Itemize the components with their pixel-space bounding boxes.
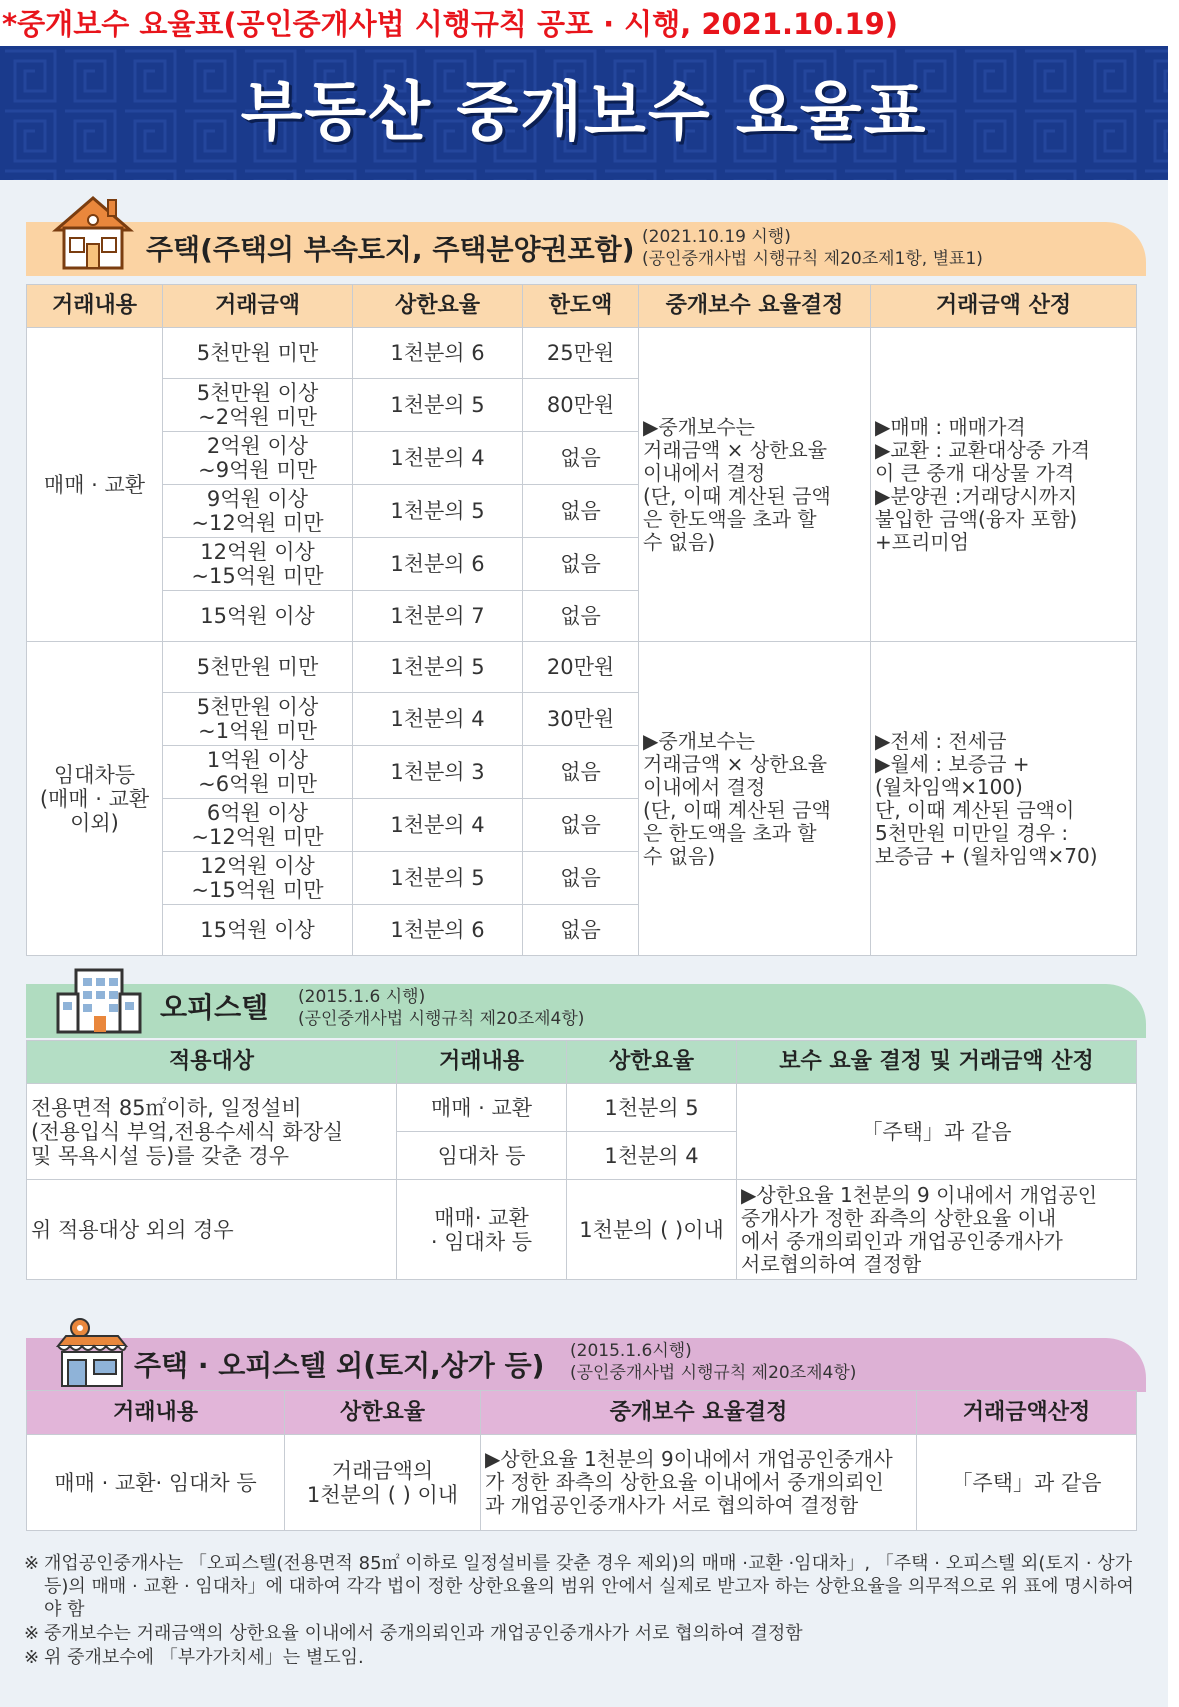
note-mark: ※ [24, 1553, 40, 1574]
amount-cell: 6억원 이상 ~12억원 미만 [163, 799, 353, 852]
amount-cell: 12억원 이상 ~15억원 미만 [163, 538, 353, 591]
house-icon [50, 192, 136, 272]
officetel-section-title: 오피스텔 [160, 991, 269, 1024]
col-header: 거래내용 [397, 1041, 567, 1084]
amount-calculation: 「주택」과 같음 [917, 1435, 1137, 1531]
rate-cell: 1천분의 4 [353, 693, 523, 746]
rate-cell: 1천분의 3 [353, 746, 523, 799]
limit-cell: 없음 [523, 799, 639, 852]
limit-cell: 없음 [523, 485, 639, 538]
type-cell: 매매· 교환 · 임대차 등 [397, 1180, 567, 1280]
officetel-rate-table [26, 1040, 1137, 1280]
amount-cell: 9억원 이상 ~12억원 미만 [163, 485, 353, 538]
footnote: ※ 위 중개보수에 「부가가치세」는 별도임. [24, 1647, 364, 1668]
type-cell: 매매 · 교환· 임대차 등 [27, 1435, 285, 1531]
col-header: 거래금액 산정 [871, 285, 1137, 328]
other-section-title: 주택 · 오피스텔 외(토지,상가 등) [134, 1349, 545, 1382]
table-row [27, 1435, 1137, 1531]
limit-cell: 없음 [523, 538, 639, 591]
amount-calculation: ▶매매 : 매매가격 ▶교환 : 교환대상중 가격 이 큰 중개 대상물 가격 ▶분양권 :거래당시까지 불입한 금액(융자 포함) +프리미엄 [871, 328, 1137, 642]
col-header: 상한요율 [567, 1041, 737, 1084]
rate-cell: 1천분의 6 [353, 328, 523, 379]
officetel-section-note: (2015.1.6 시행) (공인중개사법 시행규칙 제20조제4항) [298, 987, 585, 1029]
target-cell: 위 적용대상 외의 경우 [27, 1180, 397, 1280]
rate-cell: 1천분의 7 [353, 591, 523, 642]
limit-cell: 없음 [523, 746, 639, 799]
rate-cell: 1천분의 4 [353, 799, 523, 852]
rate-cell: 1천분의 6 [353, 538, 523, 591]
same-as-house: 「주택」과 같음 [737, 1084, 1137, 1180]
table-row [27, 328, 1137, 379]
other-section-note: (2015.1.6시행) (공인중개사법 시행규칙 제20조제4항) [570, 1341, 857, 1383]
footnote: ※ 개업공인중개사는 「오피스텔(전용면적 85㎡ 이하로 일정설비를 갖춘 경우 제외)의 매매 ·교환 ·임대차」, 「주택 · 오피스텔 외(토지 · 상가 등)의 매매 · 교환 · 임대차」에 대하여 각각 법이 정한 상한요율의 범위 안에서 실제로 받고자 하는 상한요율을 의무적으로 위 표에 명시하여야 함 [24, 1553, 1134, 1620]
page-caption: *중개보수 요율표(공인중개사법 시행규칙 공포 · 시행, 2021.10.19) [2, 7, 899, 41]
transaction-type: 임대차등 (매매 · 교환 이외) [27, 642, 163, 956]
limit-cell: 80만원 [523, 379, 639, 432]
limit-cell: 30만원 [523, 693, 639, 746]
limit-cell: 없음 [523, 432, 639, 485]
table-row [27, 1180, 1137, 1280]
title-banner [0, 46, 1168, 180]
rate-cell: 거래금액의 1천분의 ( ) 이내 [285, 1435, 481, 1531]
table-row [27, 1084, 1137, 1132]
rate-cell: 1천분의 5 [353, 852, 523, 905]
fee-decision: ▶상한요율 1천분의 9이내에서 개업공인중개사 가 정한 좌측의 상한요율 이내에서 중개의뢰인 과 개업공인중개사가 서로 협의하여 결정함 [481, 1435, 917, 1531]
store-icon [52, 1316, 132, 1390]
col-header: 상한요율 [285, 1391, 481, 1435]
rate-cell: 1천분의 5 [353, 379, 523, 432]
rate-cell: 1천분의 5 [567, 1084, 737, 1132]
amount-cell: 5천만원 미만 [163, 328, 353, 379]
amount-cell: 15억원 이상 [163, 591, 353, 642]
fee-decision: ▶상한요율 1천분의 9 이내에서 개업공인 중개사가 정한 좌측의 상한요율 이내 에서 중개의뢰인과 개업공인중개사가 서로협의하여 결정함 [737, 1180, 1137, 1280]
other-rate-table [26, 1390, 1137, 1531]
col-header: 거래금액산정 [917, 1391, 1137, 1435]
limit-cell: 없음 [523, 591, 639, 642]
col-header: 한도액 [523, 285, 639, 328]
rate-cell: 1천분의 5 [353, 485, 523, 538]
house-section-title: 주택(주택의 부속토지, 주택분양권포함) [146, 233, 635, 266]
col-header: 거래금액 [163, 285, 353, 328]
footnotes [24, 1552, 1144, 1670]
amount-cell: 1억원 이상 ~6억원 미만 [163, 746, 353, 799]
type-cell: 임대차 등 [397, 1132, 567, 1180]
rate-cell: 1천분의 4 [567, 1132, 737, 1180]
note-mark: ※ [24, 1623, 40, 1644]
type-cell: 매매 · 교환 [397, 1084, 567, 1132]
limit-cell: 20만원 [523, 642, 639, 693]
limit-cell: 없음 [523, 905, 639, 956]
col-header: 중개보수 요율결정 [639, 285, 871, 328]
table-row [27, 642, 1137, 693]
amount-cell: 5천만원 이상 ~1억원 미만 [163, 693, 353, 746]
rate-cell: 1천분의 4 [353, 432, 523, 485]
note-mark: ※ [24, 1647, 40, 1668]
col-header: 상한요율 [353, 285, 523, 328]
rate-cell: 1천분의 6 [353, 905, 523, 956]
house-section-note: (2021.10.19 시행) (공인중개사법 시행규칙 제20조제1항, 별표1) [642, 227, 983, 269]
col-header: 적용대상 [27, 1041, 397, 1084]
col-header: 보수 요율 결정 및 거래금액 산정 [737, 1041, 1137, 1084]
amount-cell: 12억원 이상 ~15억원 미만 [163, 852, 353, 905]
limit-cell: 없음 [523, 852, 639, 905]
transaction-type: 매매 · 교환 [27, 328, 163, 642]
amount-cell: 15억원 이상 [163, 905, 353, 956]
rate-cell: 1천분의 5 [353, 642, 523, 693]
col-header: 거래내용 [27, 285, 163, 328]
page-title: 부동산 중개보수 요율표 [240, 76, 928, 150]
amount-cell: 2억원 이상 ~9억원 미만 [163, 432, 353, 485]
amount-calculation: ▶전세 : 전세금 ▶월세 : 보증금 + (월차임액×100) 단, 이때 계산된 금액이 5천만원 미만일 경우 : 보증금 + (월차임액×70) [871, 642, 1137, 956]
limit-cell: 25만원 [523, 328, 639, 379]
footnote: ※ 중개보수는 거래금액의 상한요율 이내에서 중개의뢰인과 개업공인중개사가 서로 협의하여 결정함 [24, 1623, 803, 1644]
amount-cell: 5천만원 이상 ~2억원 미만 [163, 379, 353, 432]
fee-decision: ▶중개보수는 거래금액 × 상한요율 이내에서 결정 (단, 이때 계산된 금액 은 한도액을 초과 할 수 없음) [639, 642, 871, 956]
rate-cell: 1천분의 ( )이내 [567, 1180, 737, 1280]
target-cell: 전용면적 85㎡이하, 일정설비 (전용입식 부엌,전용수세식 화장실 및 목욕시설 등)를 갖춘 경우 [27, 1084, 397, 1180]
fee-decision: ▶중개보수는 거래금액 × 상한요율 이내에서 결정 (단, 이때 계산된 금액 은 한도액을 초과 할 수 없음) [639, 328, 871, 642]
building-icon [54, 966, 144, 1036]
col-header: 중개보수 요율결정 [481, 1391, 917, 1435]
house-rate-table [26, 284, 1137, 956]
col-header: 거래내용 [27, 1391, 285, 1435]
amount-cell: 5천만원 미만 [163, 642, 353, 693]
